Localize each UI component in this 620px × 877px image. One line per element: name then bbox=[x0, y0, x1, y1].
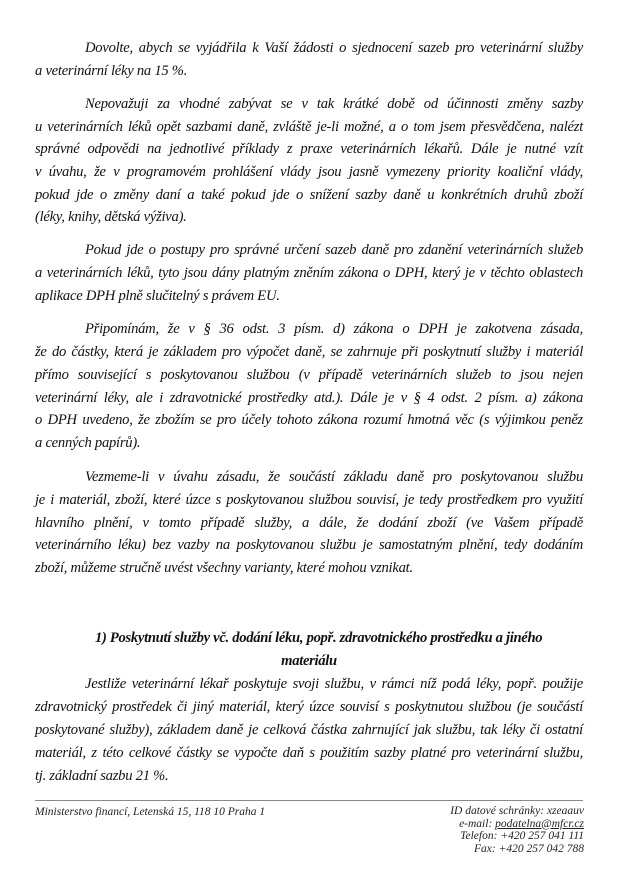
paragraph-line: Vezmeme-li v úvahu zásadu, že součástí základu daně pro poskytovanou službu bbox=[85, 469, 583, 485]
paragraph-line: zdravotnický prostředek či jiný materiál, který úzce souvisí s poskytnutou službou (je součástí bbox=[35, 699, 583, 715]
paragraph-line: a cenných papírů). bbox=[35, 435, 141, 451]
footer-databox-value: xzeaauv bbox=[546, 805, 584, 817]
paragraph-line: pokud jde o změny daní a také pokud jde o snížení sazby daně u konkrétních druhů zboží bbox=[35, 187, 583, 203]
paragraph-line: a veterinárních léků, tyto jsou dány platným zněním zákona o DPH, který je v těchto oblastech bbox=[35, 265, 583, 281]
paragraph-line: poskytované služby), základem daně je celková částka zahrnující jak službu, tak léky či ostatní bbox=[35, 722, 583, 738]
paragraph-line: v úvahu, že v programovém prohlášení vlády jsou jasně vymezeny priority koaliční vlády, bbox=[35, 164, 583, 180]
paragraph-line: aplikace DPH plně slučitelný s právem EU. bbox=[35, 288, 280, 304]
footer-email bbox=[450, 818, 584, 831]
footer-phone-value: +420 257 041 111 bbox=[500, 830, 584, 842]
paragraph-line: Dovolte, abych se vyjádřila k Vaší žádosti o sjednocení sazeb pro veterinární služby bbox=[85, 40, 583, 56]
paragraph-line: hlavního plnění, v tomto případě služby, a dále, že dodání zboží (ve Vašem případě bbox=[35, 515, 583, 531]
paragraph-line: Připomínám, že v § 36 odst. 3 písm. d) zákona o DPH je zakotvena zásada, bbox=[85, 321, 583, 337]
section-heading-line: 1) Poskytnutí služby vč. dodání léku, popř. zdravotnického prostředku a jiného bbox=[95, 630, 543, 646]
paragraph-line: (léky, knihy, dětská výživa). bbox=[35, 209, 187, 225]
footer-email-label: e-mail: bbox=[459, 817, 493, 830]
paragraph-line: je i materiál, zboží, které úzce s poskytovanou službou souvisí, je tedy prostředkem pro využití bbox=[35, 492, 583, 508]
paragraph-line: u veterinárních léků opět sazbami daně, zvláště je-li možné, a o tom jsem přesvědčena, nalézt bbox=[35, 119, 583, 135]
paragraph-line: tj. základní sazbu 21 %. bbox=[35, 768, 169, 784]
footer-fax-label: Fax: bbox=[474, 842, 496, 855]
paragraph-line: správné odpovědi na jednotlivé příklady z praxe veterinárních lékařů. Dále je nutné vzít bbox=[35, 141, 583, 157]
paragraph-line: přímo související s poskytovanou službou (v případě veterinárních služeb to jsou nejen bbox=[35, 367, 583, 383]
paragraph-line: veterinární léky, ale i zdravotnické prostředky atd.). Dále je v § 4 odst. 2 písm. a) zákona bbox=[35, 390, 583, 406]
footer-databox bbox=[450, 805, 584, 818]
section-heading-line: materiálu bbox=[281, 653, 337, 669]
paragraph-line: Nepovažuji za vhodné zabývat se v tak krátké době od účinnosti změny sazby bbox=[85, 96, 583, 112]
paragraph-line: veterinárního léku) bez vazby na poskytovanou službu je samostatným plnění, tedy dodáním bbox=[35, 537, 583, 553]
paragraph-line: zboží, můžeme stručně uvést všechny varianty, které mohou vznikat. bbox=[35, 560, 413, 576]
footer-phone-label: Telefon: bbox=[460, 830, 498, 842]
paragraph-line: Pokud jde o postupy pro správné určení sazeb daně pro zdanění veterinárních služeb bbox=[85, 242, 583, 258]
footer-address: Ministerstvo financí, Letenská 15, 118 10 Praha 1 bbox=[35, 806, 266, 818]
paragraph-line: materiál, z této celkové částky se vypočte daň s použitím sazby platné pro veterinární službu, bbox=[35, 745, 583, 761]
footer-fax-value: +420 257 042 788 bbox=[498, 842, 584, 855]
footer-phone bbox=[450, 830, 584, 843]
paragraph-line: že do částky, která je základem pro výpočet daně, se zahrnuje při poskytnutí služby i materiál bbox=[35, 344, 583, 360]
footer-email-link[interactable]: podatelna@mfcr.cz bbox=[495, 817, 584, 830]
footer-fax bbox=[450, 843, 584, 856]
footer-contacts bbox=[450, 805, 584, 855]
paragraph-line: Jestliže veterinární lékař poskytuje svoji službu, v rámci níž podá léky, popř. použije bbox=[85, 676, 583, 692]
footer-divider bbox=[35, 800, 583, 801]
footer-databox-label: ID datové schránky: bbox=[450, 805, 545, 817]
paragraph-line: o DPH uvedeno, že zbožím se pro účely tohoto zákona rozumí hmotná věc (s výjimkou peněz bbox=[35, 412, 583, 428]
paragraph-line: a veterinární léky na 15 %. bbox=[35, 63, 188, 79]
